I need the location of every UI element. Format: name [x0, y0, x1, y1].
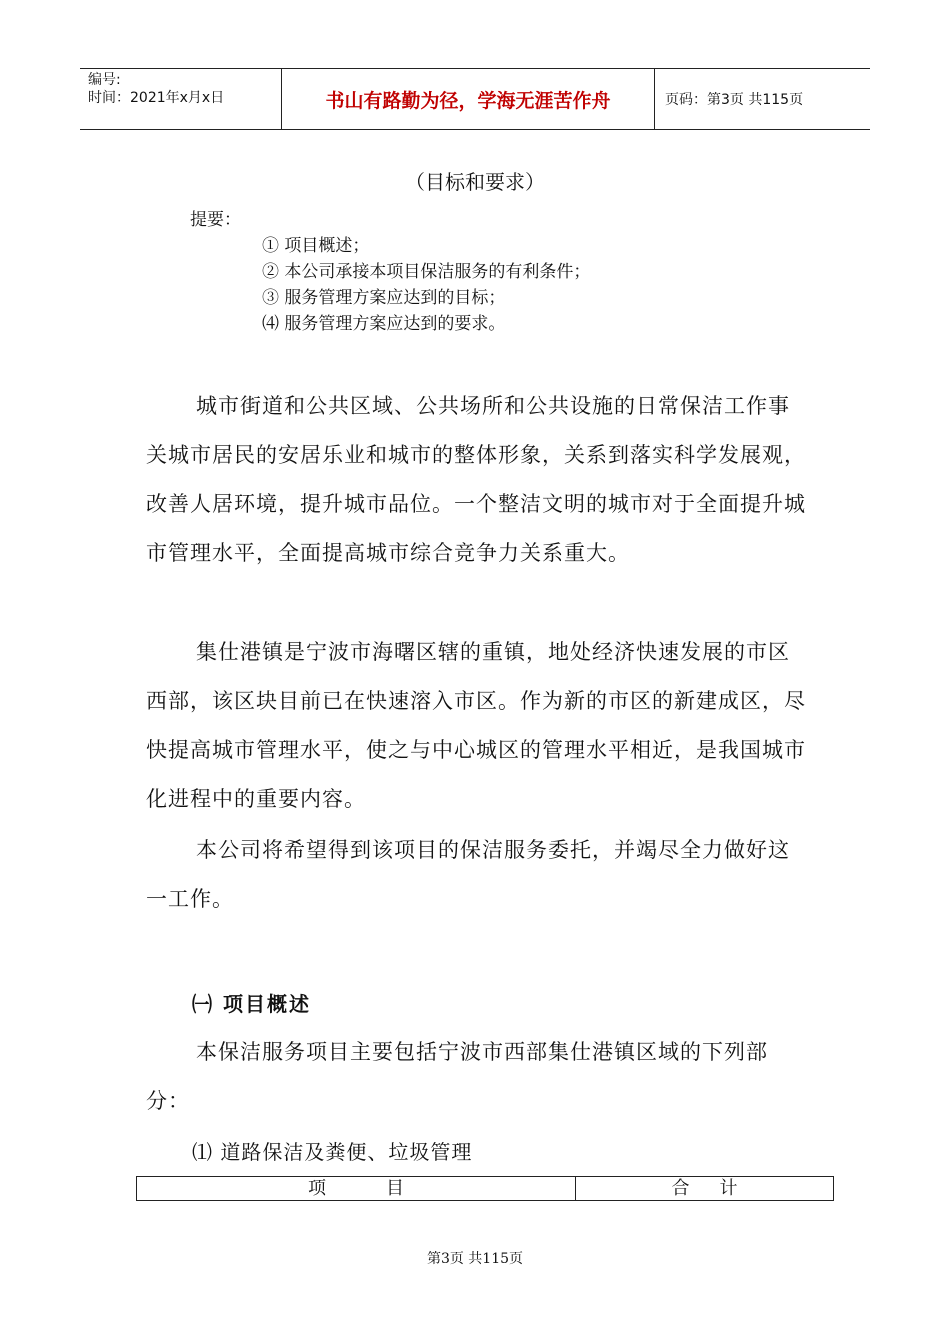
table-header-item: 项目	[137, 1177, 576, 1200]
page-footer: 第3页 共115页	[426, 1251, 524, 1267]
number-label: 编号:	[88, 72, 121, 88]
table-header-total: 合计	[671, 1178, 768, 1199]
summary-label: 提要：	[190, 210, 241, 230]
header-motto: 书山有路勤为径，学海无涯苦作舟	[282, 69, 655, 129]
page-title: （目标和要求）	[405, 170, 545, 194]
header-page-info: 页码：第3页 共115页	[665, 92, 804, 108]
summary-item: ① 项目概述；	[262, 236, 370, 256]
summary-item: ③ 服务管理方案应达到的目标；	[262, 288, 506, 308]
body-paragraph: 城市街道和公共区域、公共场所和公共设施的日常保洁工作事关城市居民的安居乐业和城市的整体形象，关系到落实科学发展观，改善人居环境，提升城市品位。一个整洁文明的城市对于全面提升城市管理水平，全面提高城市综合竞争力关系重大。	[146, 394, 806, 565]
section-heading: ㈠ 项目概述	[192, 992, 311, 1016]
time-label: 时间：2021年x月x日	[88, 90, 225, 106]
body-paragraph: 集仕港镇是宁波市海曙区辖的重镇，地处经济快速发展的市区西部，该区块目前已在快速溶入市区。作为新的市区的新建成区，尽快提高城市管理水平，使之与中心城区的管理水平相近，是我国城市化进程中的重要内容。	[146, 640, 806, 811]
sub-heading: ⑴ 道路保洁及粪便、垃圾管理	[192, 1140, 473, 1164]
body-paragraph: 本公司将希望得到该项目的保洁服务委托，并竭尽全力做好这一工作。	[146, 838, 790, 911]
summary-item: ② 本公司承接本项目保洁服务的有利条件；	[262, 262, 591, 282]
summary-item: ⑷ 服务管理方案应达到的要求。	[262, 314, 506, 334]
document-header	[80, 68, 870, 130]
table-header-row	[136, 1176, 834, 1201]
header-meta	[80, 69, 282, 129]
section-intro: 本保洁服务项目主要包括宁波市西部集仕港镇区域的下列部分：	[146, 1040, 768, 1113]
